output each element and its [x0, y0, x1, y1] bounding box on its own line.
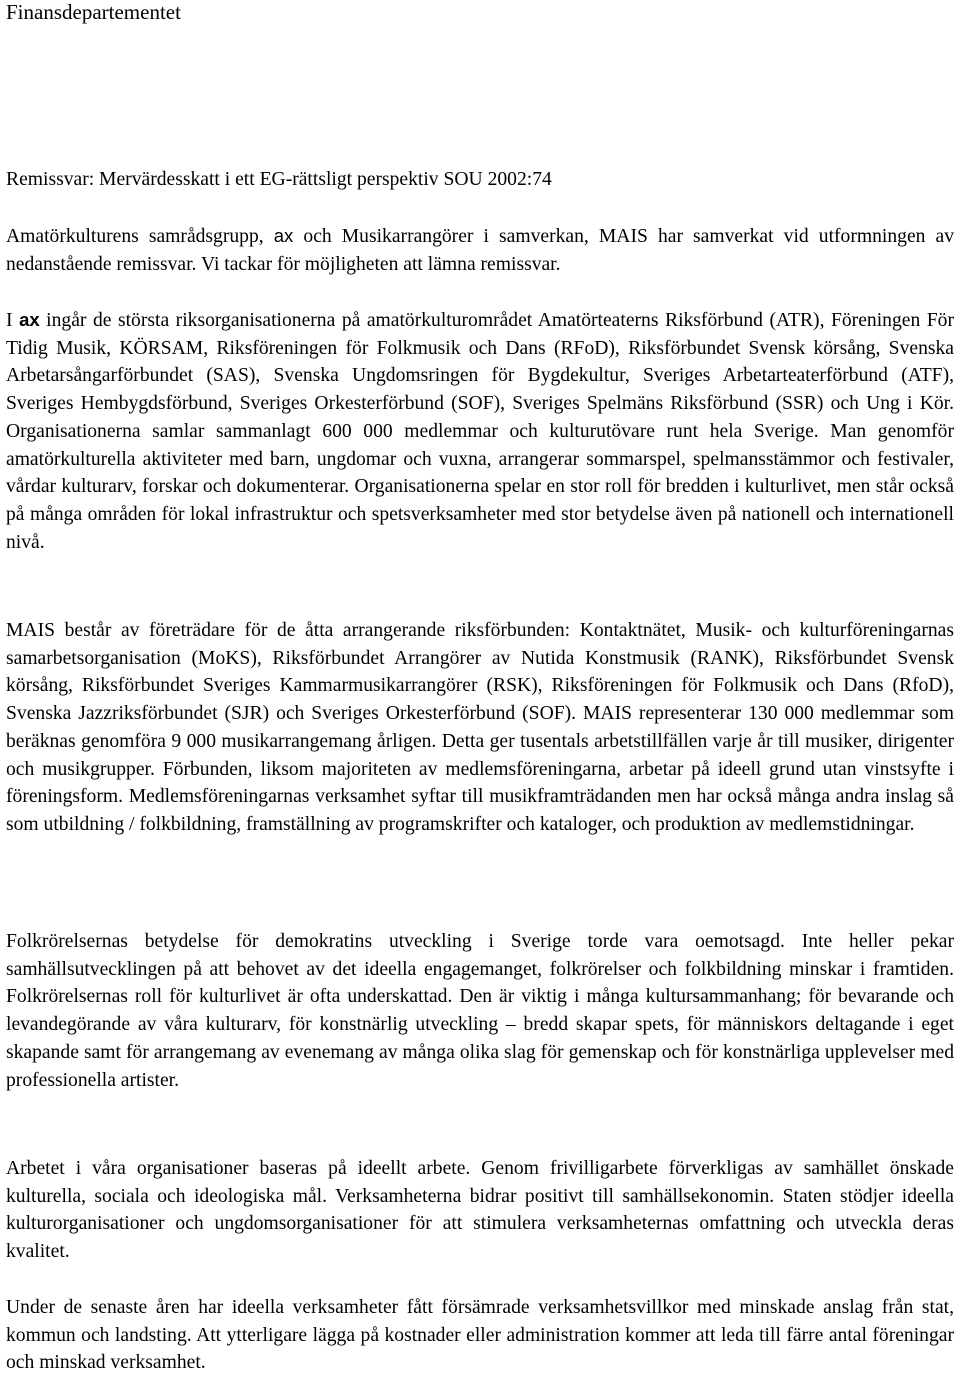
paragraph-intro [6, 222, 954, 278]
paragraph-mais-members: MAIS består av företrädare för de åtta arrangerande riksförbunden: Kontaktnätet, Musik- och kulturföreningarnas samarbetsorganisation (MoKS), Riksförbundet Arrangörer av Nutida Konstmusik (RANK), Riksförbundet Svensk körsång, Riksförbundet Sveriges Kammarmusikarrangörer (RSK), Riksföreningen för Folkmusik och Dans (RfoD), Svenska Jazzriksförbundet (SJR) och Sveriges Orkesterförbund (SOF). MAIS representerar 130 000 medlemmar som beräknas genomföra 9 000 musikarrangemang årligen. Detta ger tusentals arbetstillfällen varje år till musiker, dirigenter och musikgrupper. Förbunden, liksom majoriteten av medlemsföreningarna, arbetar på ideell grund utan vinstsyfte i föreningsform. Medlemsföreningarnas verksamhet syftar till musikframträdanden men har också många andra inslag så som utbildning / folkbildning, framställning av programskrifter och kataloger, och produktion av medlemstidningar. [6, 620, 954, 835]
paragraph-folkrorelser: Folkrörelsernas betydelse för demokratins utveckling i Sverige torde vara oemotsagd. Inte heller pekar samhällsutvecklingen på att behovet av det ideella engagemanget, folkrörelser och folkbildning minskar i framtiden. Folkrörelsernas roll för kulturlivet är ofta underskattad. Den är viktig i många kultursammanhang; för bevarande och levandegörande av våra kulturarv, för konstnärlig utveckling – bredd skapar spets, för människors deltagande i eget skapande samt för arrangemang av evenemang av många olika slag för gemenskap och för konstnärliga upplevelser med professionella artister. [6, 931, 954, 1091]
paragraph-ax-text-after: ingår de största riksorganisationerna på amatörkulturområdet Amatörteaterns Riksförbund (ATR), Föreningen För Tidig Musik, KÖRSAM, Riksföreningen för Folkmusik och Dans (RFoD), Riksförbundet Svensk körsång, Svenska Arbetarsångarförbundet (SAS), Svenska Ungdomsringen för Bygdekultur, Sveriges Arbetarteaterförbund (ATF), Sveriges Hembygdsförbund, Sveriges Orkesterförbund (SOF), Sveriges Spelmäns Riksförbund (SSR) och Ung i Kör. Organisationerna samlar sammanlagt 600 000 medlemmar och kulturutövare runt hela Sverige. Man genomför amatörkulturella aktiviteter med barn, ungdomar och vuxna, arrangerar sommarspel, spelmansstämmor och festivaler, vårdar kulturarv, forskar och dokumenterar. Organisationerna spelar en stor roll för bredden i kulturlivet, men står också på många områden för lokal infrastruktur och spetsverksamheter med stor betydelse även på nationell och internationell nivå. [6, 310, 954, 553]
paragraph-forsamrade-villkor: Under de senaste åren har ideella verksamheter fått försämrade verksamhetsvillkor med minskade anslag från stat, kommun och landsting. Att ytterligare lägga på kostnader eller administration kommer att leda till färre antal föreningar och minskad verksamhet. [6, 1297, 954, 1374]
paragraph-ax-members [6, 306, 954, 556]
paragraph-intro-text-before: Amatörkulturens samrådsgrupp, [6, 226, 274, 247]
subject-line: Remissvar: Mervärdesskatt i ett EG-rättsligt perspektiv SOU 2002:74 [6, 169, 552, 190]
paragraph-ax-text-before: I [6, 310, 20, 331]
ax-org-name-bold: ax [19, 309, 40, 330]
paragraph-intro-text-after: och Musikarrangörer i samverkan, MAIS har samverkat vid utformningen av nedanstående remissvar. Vi tackar för möjligheten att lämna remissvar. [6, 226, 955, 275]
paragraph-ideellt-arbete: Arbetet i våra organisationer baseras på ideellt arbete. Genom frivilligarbete förverkligas av samhället önskade kulturella, sociala och ideologiska mål. Verksamheterna bidrar positivt till samhällsekonomin. Staten stödjer ideella kulturorganisationer och ungdomsorganisationer för att stimulera verksamheternas omfattning och utveckla deras kvalitet. [6, 1158, 954, 1263]
ax-org-name: ax [273, 225, 294, 246]
recipient-heading: Finansdepartementet [6, 0, 181, 24]
